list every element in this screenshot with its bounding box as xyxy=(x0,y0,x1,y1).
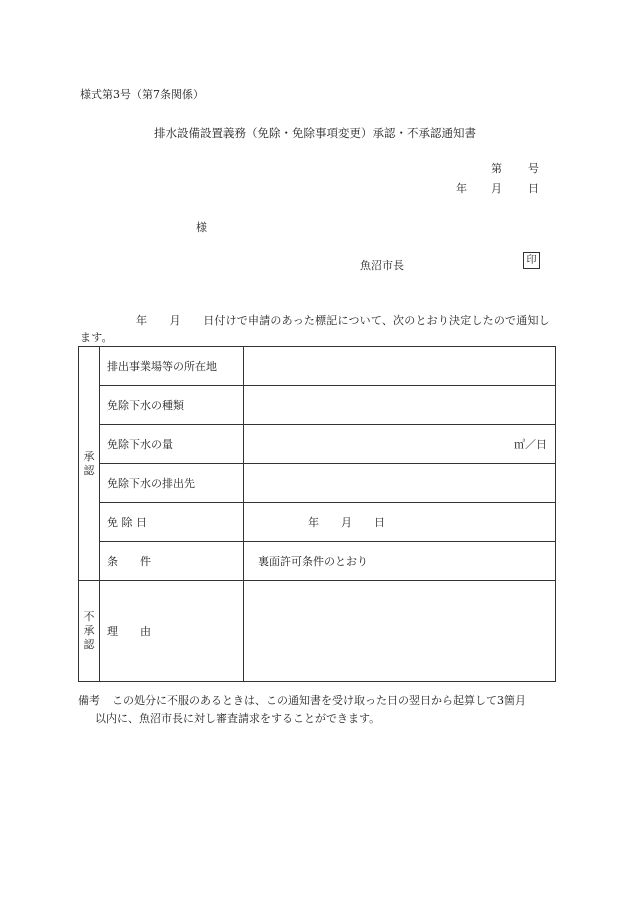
form-number: 様式第3号（第7条関係） xyxy=(80,88,204,101)
disapprove-column xyxy=(79,581,100,682)
doc-number-go: 号 xyxy=(528,162,539,175)
remarks xyxy=(78,692,552,728)
disapprove-label: 不承認 xyxy=(83,610,95,651)
date-day: 日 xyxy=(528,182,539,195)
remarks-text-1: この処分に不服のあるときは、この通知書を受け取った日の翌日から起算して3箇月 xyxy=(112,694,526,707)
amount-label: 免除下水の量 xyxy=(100,425,244,464)
reason-label: 理 由 xyxy=(100,581,244,682)
exempt-date-value: 年 月 日 xyxy=(244,503,556,542)
conditions-value: 裏面許可条件のとおり xyxy=(244,542,556,581)
amount-unit: ㎥／日 xyxy=(244,425,556,464)
remarks-head: 備考 xyxy=(78,694,100,707)
kind-value xyxy=(244,386,556,425)
exempt-date-label: 免 除 日 xyxy=(100,503,244,542)
approve-label: 承 認 xyxy=(83,449,128,477)
doc-number-dai: 第 xyxy=(491,162,502,175)
conditions-label: 条 件 xyxy=(100,542,244,581)
location-value xyxy=(244,347,556,386)
kind-label: 免除下水の種類 xyxy=(100,386,244,425)
seal-mark: 印 xyxy=(523,252,540,269)
destination-label: 免除下水の排出先 xyxy=(100,464,244,503)
document-title: 排水設備設置義務（免除・免除事項変更）承認・不承認通知書 xyxy=(154,126,476,140)
date-year: 年 xyxy=(456,182,467,195)
location-label: 排出事業場等の所在地 xyxy=(100,347,244,386)
destination-value xyxy=(244,464,556,503)
reason-value xyxy=(244,581,556,682)
addressee-suffix: 様 xyxy=(196,221,207,234)
remarks-text-2: 以内に、魚沼市長に対し審査請求をすることができます。 xyxy=(95,712,381,725)
issuer-name: 魚沼市長 xyxy=(360,259,404,272)
decision-table xyxy=(78,346,556,682)
date-month: 月 xyxy=(491,182,502,195)
body-text: 年 月 日付けで申請のあった標記について、次のとおり決定したので通知します。 xyxy=(80,314,550,344)
